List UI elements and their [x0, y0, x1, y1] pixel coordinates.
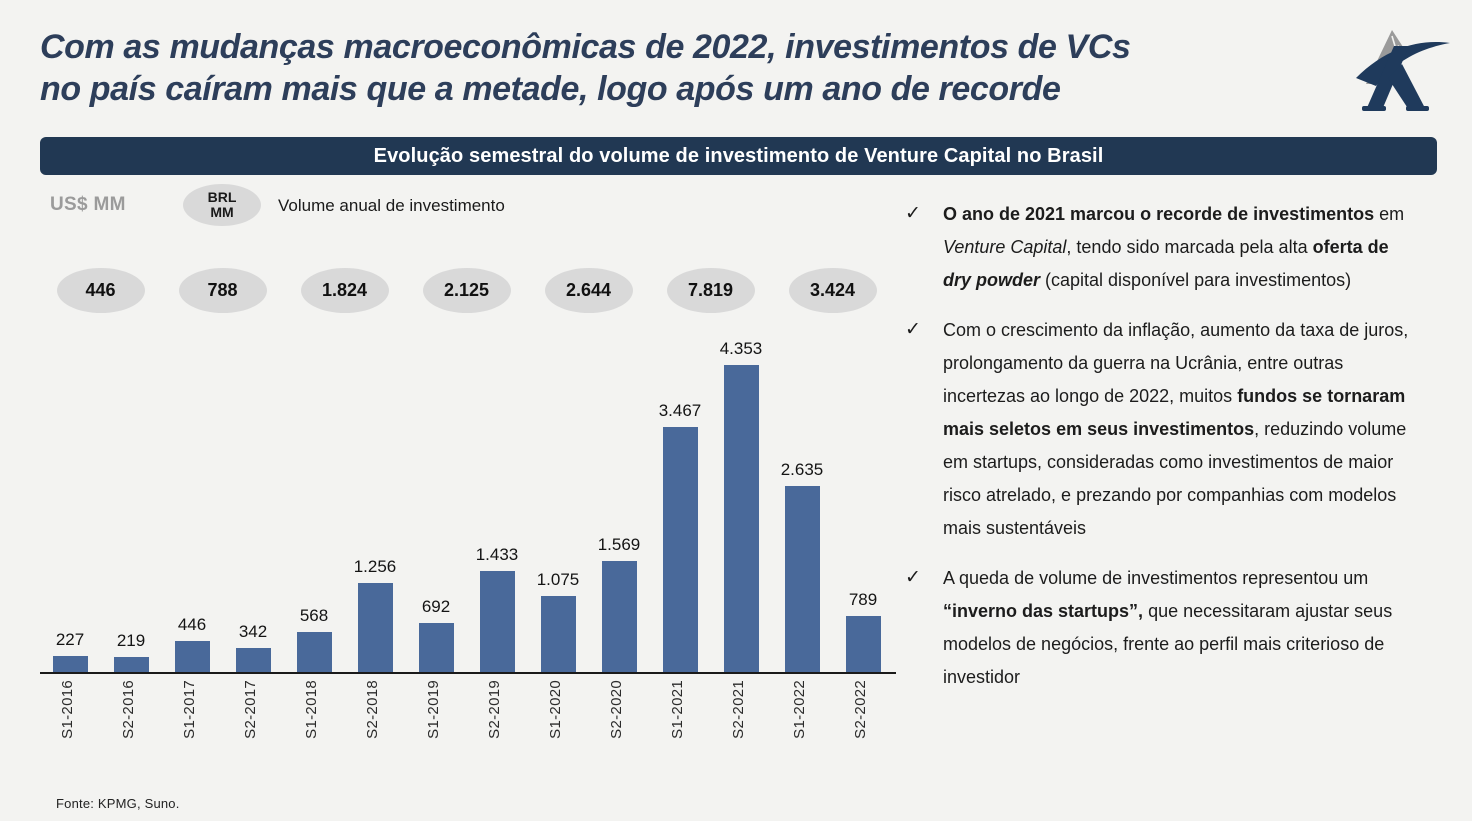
check-icon: ✓ — [905, 567, 921, 588]
x-axis-label — [486, 680, 508, 775]
bullet-text-segment: fundos se tornaram mais seletos em seus investimentos — [943, 386, 1406, 439]
section-banner-label: Evolução semestral do volume de investimento de Venture Capital no Brasil — [373, 144, 1104, 167]
x-axis-label-text: S1-2018 — [303, 680, 320, 739]
x-axis-label-text: S2-2022 — [852, 680, 869, 739]
check-icon: ✓ — [905, 203, 921, 224]
bullet-text — [943, 562, 1410, 694]
x-axis-label-text: S1-2021 — [669, 680, 686, 739]
bullet-text — [943, 314, 1410, 545]
x-axis-label — [608, 680, 630, 775]
bullet-text-segment: oferta de — [1312, 237, 1389, 257]
bar-value-label: 446 — [177, 615, 207, 634]
x-axis-label — [181, 680, 203, 775]
x-axis-label — [59, 680, 81, 775]
bar — [297, 632, 332, 672]
bar — [724, 365, 759, 672]
bullet-text-segment: em — [1374, 204, 1405, 224]
x-axis-line — [40, 672, 896, 674]
legend-note: Volume anual de investimento — [278, 196, 505, 215]
bar — [602, 561, 637, 672]
bar-value-label: 1.075 — [536, 570, 580, 589]
bar — [358, 583, 393, 672]
bar — [541, 596, 576, 672]
bar-value-label: 219 — [116, 631, 146, 650]
bar-value-label: 2.635 — [780, 460, 824, 479]
x-axis-label — [120, 680, 142, 775]
x-axis-label — [730, 680, 752, 775]
bullet-text-segment: , reduzindo volume em startups, consideradas como investimentos de maior risco atrelado, e prezando por companhias com modelos mais sustentáveis — [943, 419, 1407, 538]
brl-badge-line2: MM — [210, 204, 234, 220]
bullet-text-segment: O ano de 2021 marcou o recorde de investimentos — [943, 204, 1375, 224]
bar-value-label: 789 — [848, 590, 878, 609]
x-axis-label — [791, 680, 813, 775]
x-axis-label — [669, 680, 691, 775]
bar-value-label: 4.353 — [719, 339, 763, 358]
bar-value-label: 1.256 — [353, 557, 397, 576]
bar — [53, 656, 88, 672]
unit-label-usd: US$ MM — [50, 194, 126, 215]
bullet-text-segment: A queda de volume de investimentos representou um — [943, 568, 1369, 588]
x-axis-label — [364, 680, 386, 775]
bar — [175, 641, 210, 672]
bar — [846, 616, 881, 672]
bullet-item — [905, 562, 1410, 694]
x-axis-label-text: S2-2019 — [486, 680, 503, 739]
brl-badge-line1: BRL — [207, 189, 237, 205]
bar-value-label: 692 — [421, 597, 451, 616]
bar — [480, 571, 515, 672]
bar-value-label: 342 — [238, 622, 268, 641]
annual-total-badge: 2.125 — [423, 268, 511, 313]
annual-total-badge: 2.644 — [545, 268, 633, 313]
bar — [419, 623, 454, 672]
bullet-text-segment: dry powder — [943, 270, 1041, 290]
annual-total-badge: 446 — [57, 268, 145, 313]
source-note: Fonte: KPMG, Suno. — [56, 796, 180, 811]
bullet-item — [905, 314, 1410, 545]
bar-value-label: 568 — [299, 606, 329, 625]
annual-total-badge: 3.424 — [789, 268, 877, 313]
bar — [236, 648, 271, 672]
annual-total-badge: 1.824 — [301, 268, 389, 313]
bullet-text-segment: , tendo sido marcada pela alta — [1066, 237, 1313, 257]
page-title-line2: no país caíram mais que a metade, logo após um ano de recorde — [40, 70, 1061, 108]
bar — [114, 657, 149, 672]
bullet-item — [905, 198, 1410, 297]
bullet-text-segment: Venture Capital — [943, 237, 1067, 257]
x-axis-label-text: S2-2017 — [242, 680, 259, 739]
x-axis-label — [425, 680, 447, 775]
x-axis-label — [303, 680, 325, 775]
x-axis-label-text: S1-2022 — [791, 680, 808, 739]
bullet-text-segment: “inverno das startups”, — [943, 601, 1144, 621]
x-axis-label-text: S1-2019 — [425, 680, 442, 739]
bar-chart — [40, 0, 900, 790]
bullet-text-segment: Com o crescimento da inflação, aumento da taxa de juros, prolongamento da guerra na Ucrânia, entre outras incertezas ao longo de 2022, muitos — [943, 320, 1409, 406]
x-axis-label — [242, 680, 264, 775]
x-axis-label-text: S2-2018 — [364, 680, 381, 739]
company-logo — [1352, 22, 1452, 117]
bullet-text — [943, 198, 1410, 297]
x-axis-label-text: S1-2016 — [59, 680, 76, 739]
annual-total-badge: 7.819 — [667, 268, 755, 313]
x-axis-label-text: S2-2021 — [730, 680, 747, 739]
bar-value-label: 1.569 — [597, 535, 641, 554]
bullet-list — [905, 198, 1410, 711]
x-axis-label — [852, 680, 874, 775]
x-axis-label-text: S2-2020 — [608, 680, 625, 739]
bar — [663, 427, 698, 672]
x-axis-label-text: S1-2020 — [547, 680, 564, 739]
bar — [785, 486, 820, 672]
x-axis-label — [547, 680, 569, 775]
bullet-text-segment: (capital disponível para investimentos) — [1040, 270, 1352, 290]
page-title-line1: Com as mudanças macroeconômicas de 2022, investimentos de VCs — [40, 28, 1131, 66]
check-icon: ✓ — [905, 319, 921, 340]
annual-total-badge: 788 — [179, 268, 267, 313]
x-axis-label-text: S1-2017 — [181, 680, 198, 739]
x-axis-label-text: S2-2016 — [120, 680, 137, 739]
bar-value-label: 3.467 — [658, 401, 702, 420]
bar-value-label: 1.433 — [475, 545, 519, 564]
company-logo-icon — [1352, 22, 1452, 117]
bullet-text-segment: que necessitaram ajustar seus modelos de negócios, frente ao perfil mais criterioso de investidor — [943, 601, 1393, 687]
bar-value-label: 227 — [55, 630, 85, 649]
